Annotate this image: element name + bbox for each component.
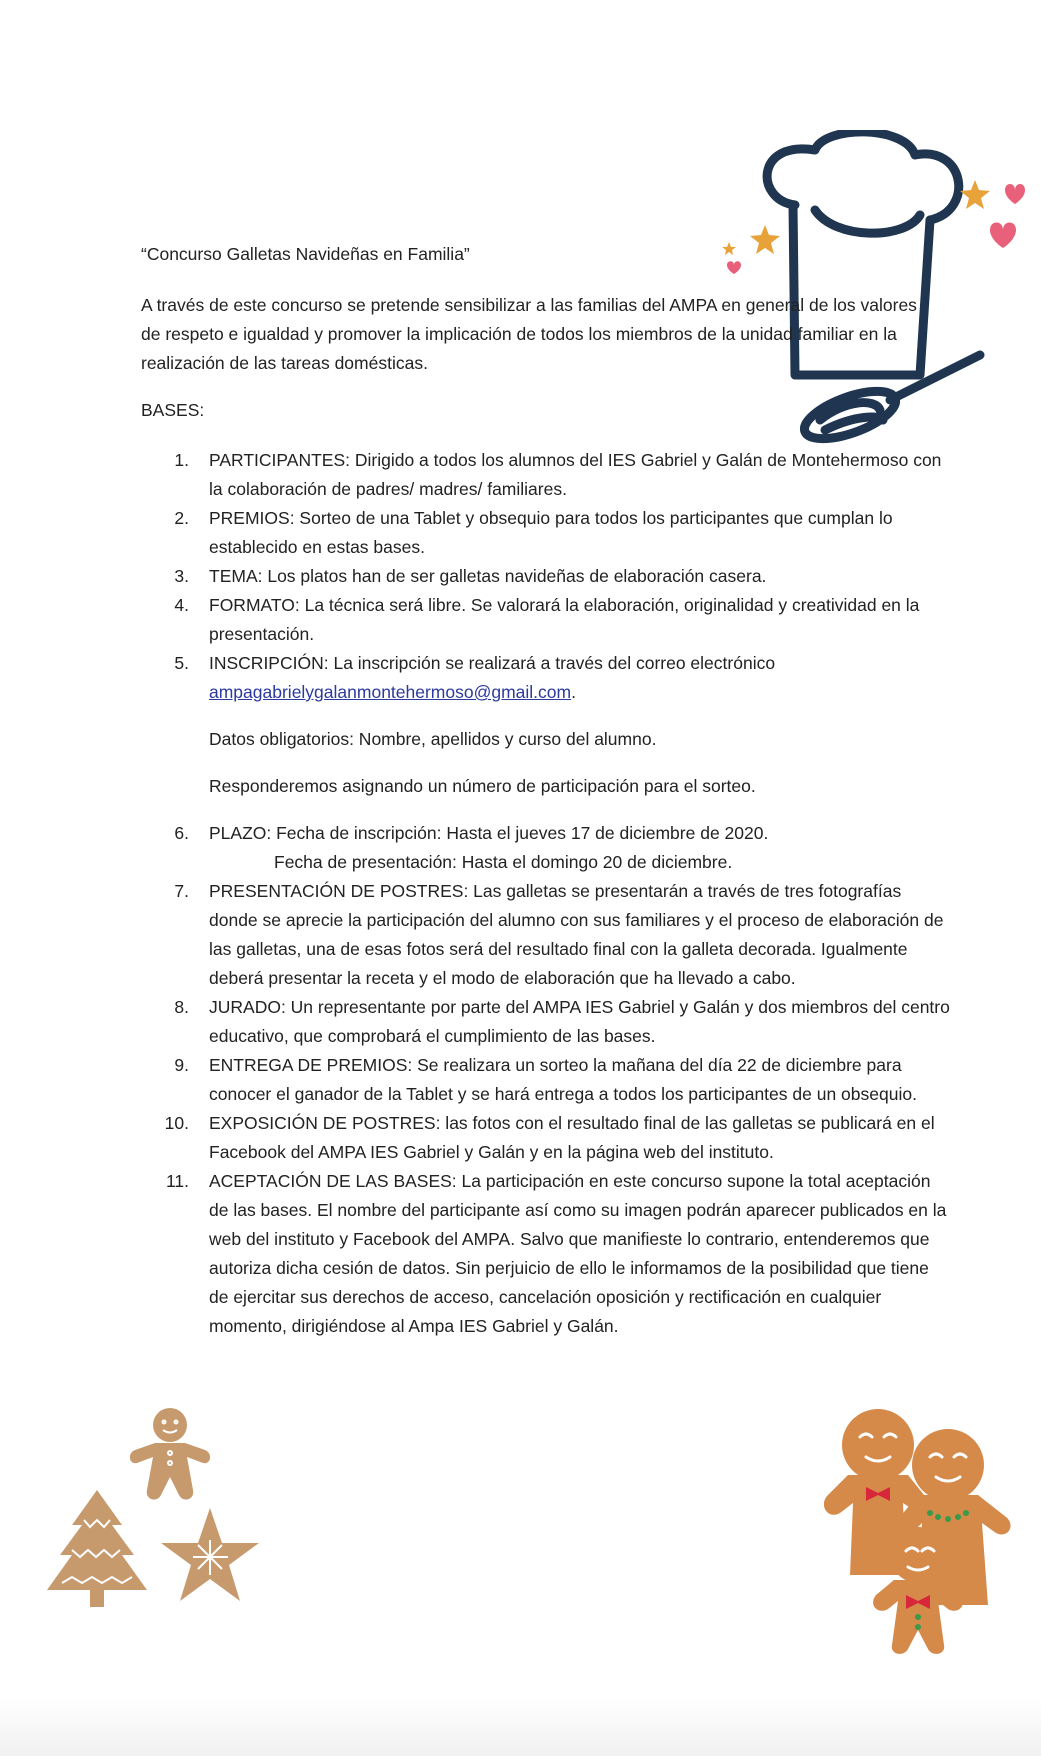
- item-number: 9.: [174, 1055, 189, 1075]
- item-text: FORMATO: La técnica será libre. Se valorará la elaboración, originalidad y creatividad en la presentación.: [209, 595, 920, 644]
- item-number: 10.: [164, 1113, 189, 1133]
- item-number: 6.: [174, 823, 189, 843]
- list-item: [141, 504, 951, 562]
- list-item: [141, 446, 951, 504]
- chef-hat-whisk-icon: [715, 130, 1035, 450]
- item-number: 5.: [174, 653, 189, 673]
- item-text: JURADO: Un representante por parte del AMPA IES Gabriel y Galán y dos miembros del centro educativo, que comprobará el cumplimiento de las bases.: [209, 997, 950, 1046]
- item-text-main: INSCRIPCIÓN: La inscripción se realizará a través del correo electrónico: [209, 653, 776, 673]
- list-item: [141, 1167, 951, 1341]
- list-item: [141, 819, 951, 877]
- page-bottom-shade: [0, 1696, 1041, 1756]
- bases-heading: BASES:: [141, 400, 205, 420]
- item-number: 1.: [174, 450, 189, 470]
- document-title: “Concurso Galletas Navideñas en Familia”: [141, 244, 470, 264]
- intro-paragraph: A través de este concurso se pretende sensibilizar a las familias del AMPA en general de los valores de respeto e igualdad y promover la implicación de todos los miembros de la unidad familiar en la realización de las tareas domésticas.: [141, 295, 917, 373]
- list-item: [141, 562, 951, 591]
- required-data-note: Datos obligatorios: Nombre, apellidos y curso del alumno.: [209, 729, 657, 749]
- participation-number-note: Responderemos asignando un número de participación para el sorteo.: [209, 776, 756, 796]
- email-period: .: [571, 682, 576, 702]
- email-link[interactable]: ampagabrielygalanmontehermoso@gmail.com: [209, 682, 572, 702]
- presentation-date: Fecha de presentación: Hasta el domingo 20 de diciembre.: [274, 852, 733, 872]
- item-text: EXPOSICIÓN DE POSTRES: las fotos con el resultado final de las galletas se publicará en el Facebook del AMPA IES Gabriel y Galán y en la página web del instituto.: [209, 1113, 935, 1162]
- item-text: [209, 649, 951, 707]
- list-item: [141, 591, 951, 649]
- item-text: PLAZO: Fecha de inscripción: Hasta el jueves 17 de diciembre de 2020.: [209, 823, 769, 843]
- item-number: 8.: [174, 997, 189, 1017]
- item-text: PRESENTACIÓN DE POSTRES: Las galletas se presentarán a través de tres fotografías donde se aprecie la participación del alumno con sus familiares y el proceso de elaboración de las galletas, una de esas fotos será del resultado final con la galleta decorada. Igualmente deberá presentar la receta y el modo de elaboración que ha llevado a cabo.: [209, 881, 944, 988]
- item-number: 3.: [174, 566, 189, 586]
- list-item: [141, 1051, 951, 1109]
- bases-list: [141, 446, 951, 1341]
- christmas-tree-cookie-icon: [42, 1485, 152, 1615]
- item-number: 4.: [174, 595, 189, 615]
- list-item: [141, 877, 951, 993]
- list-item: [141, 649, 951, 801]
- item-text: TEMA: Los platos han de ser galletas navideñas de elaboración casera.: [209, 566, 767, 586]
- item-text: ENTREGA DE PREMIOS: Se realizara un sorteo la mañana del día 22 de diciembre para conocer el ganador de la Tablet y se hará entrega a todos los participantes de un obsequio.: [209, 1055, 917, 1104]
- item-text: ACEPTACIÓN DE LAS BASES: La participación en este concurso supone la total aceptación de las bases. El nombre del participante así como su imagen podrán aparecer publicados en la web del instituto y Facebook del AMPA. Salvo que manifieste lo contrario, entenderemos que autoriza dicha cesión de datos. Sin perjuicio de ello le informamos de la posibilidad que tiene de ejercitar sus derechos de acceso, cancelación oposición y rectificación en cualquier momento, dirigiéndose al Ampa IES Gabriel y Galán.: [209, 1171, 947, 1336]
- list-item: [141, 993, 951, 1051]
- list-item: [141, 1109, 951, 1167]
- item-number: 7.: [174, 881, 189, 901]
- gingerbread-family-icon: [818, 1405, 1018, 1660]
- star-cookie-icon: [158, 1505, 263, 1610]
- item-text: PREMIOS: Sorteo de una Tablet y obsequio para todos los participantes que cumplan lo establecido en estas bases.: [209, 508, 893, 557]
- item-text: PARTICIPANTES: Dirigido a todos los alumnos del IES Gabriel y Galán de Montehermoso con la colaboración de padres/ madres/ familiares.: [209, 450, 942, 499]
- item-number: 11.: [165, 1171, 189, 1191]
- item-number: 2.: [174, 508, 189, 528]
